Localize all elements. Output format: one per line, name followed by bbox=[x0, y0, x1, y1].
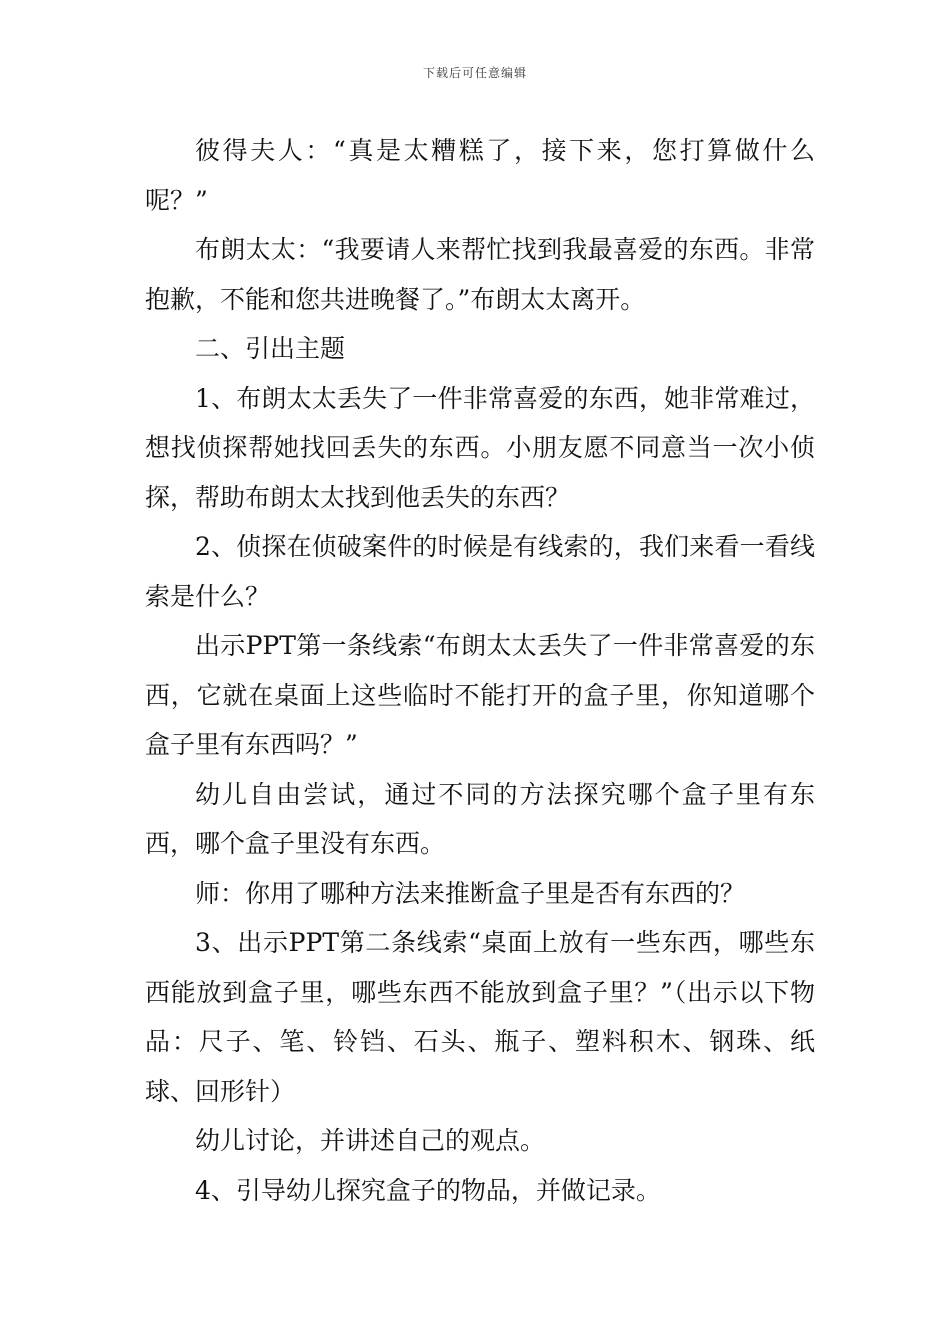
paragraph-2: 布朗太太：“我要请人来帮忙找到我最喜爱的东西。非常抱歉，不能和您共进晚餐了。”布朗太太离开。 bbox=[145, 235, 815, 314]
paragraph-4: 2、侦探在侦破案件的时候是有线索的，我们来看一看线索是什么？ bbox=[145, 532, 815, 611]
paragraph-6: 幼儿自由尝试，通过不同的方法探究哪个盒子里有东西，哪个盒子里没有东西。 bbox=[145, 779, 815, 858]
paragraph-8: 3、出示PPT第二条线索“桌面上放有一些东西，哪些东西能放到盒子里，哪些东西不能放到盒子里？”（出示以下物品：尺子、笔、铃铛、石头、瓶子、塑料积木、钢珠、纸球、回形针） bbox=[145, 928, 815, 1106]
paragraph-9: 幼儿讨论，并讲述自己的观点。 bbox=[195, 1126, 546, 1155]
paragraph-7: 师：你用了哪种方法来推断盒子里是否有东西的？ bbox=[195, 878, 746, 908]
paragraph-5: 出示PPT第一条线索“布朗太太丢失了一件非常喜爱的东西，它就在桌面上这些临时不能打开的盒子里，你知道哪个盒子里有东西吗？” bbox=[145, 631, 815, 759]
page-header: 下载后可任意编辑 bbox=[422, 66, 527, 80]
paragraph-1: 彼得夫人：“真是太糟糕了，接下来，您打算做什么呢？” bbox=[145, 136, 815, 215]
paragraph-3: 1、布朗太太丢失了一件非常喜爱的东西，她非常难过，想找侦探帮她找回丢失的东西。小朋友愿不同意当一次小侦探，帮助布朗太太找到他丢失的东西？ bbox=[145, 383, 815, 512]
section-heading: 二、引出主题 bbox=[195, 334, 346, 363]
paragraph-10: 4、引导幼儿探究盒子的物品，并做记录。 bbox=[195, 1175, 661, 1205]
document-body bbox=[145, 126, 815, 1215]
